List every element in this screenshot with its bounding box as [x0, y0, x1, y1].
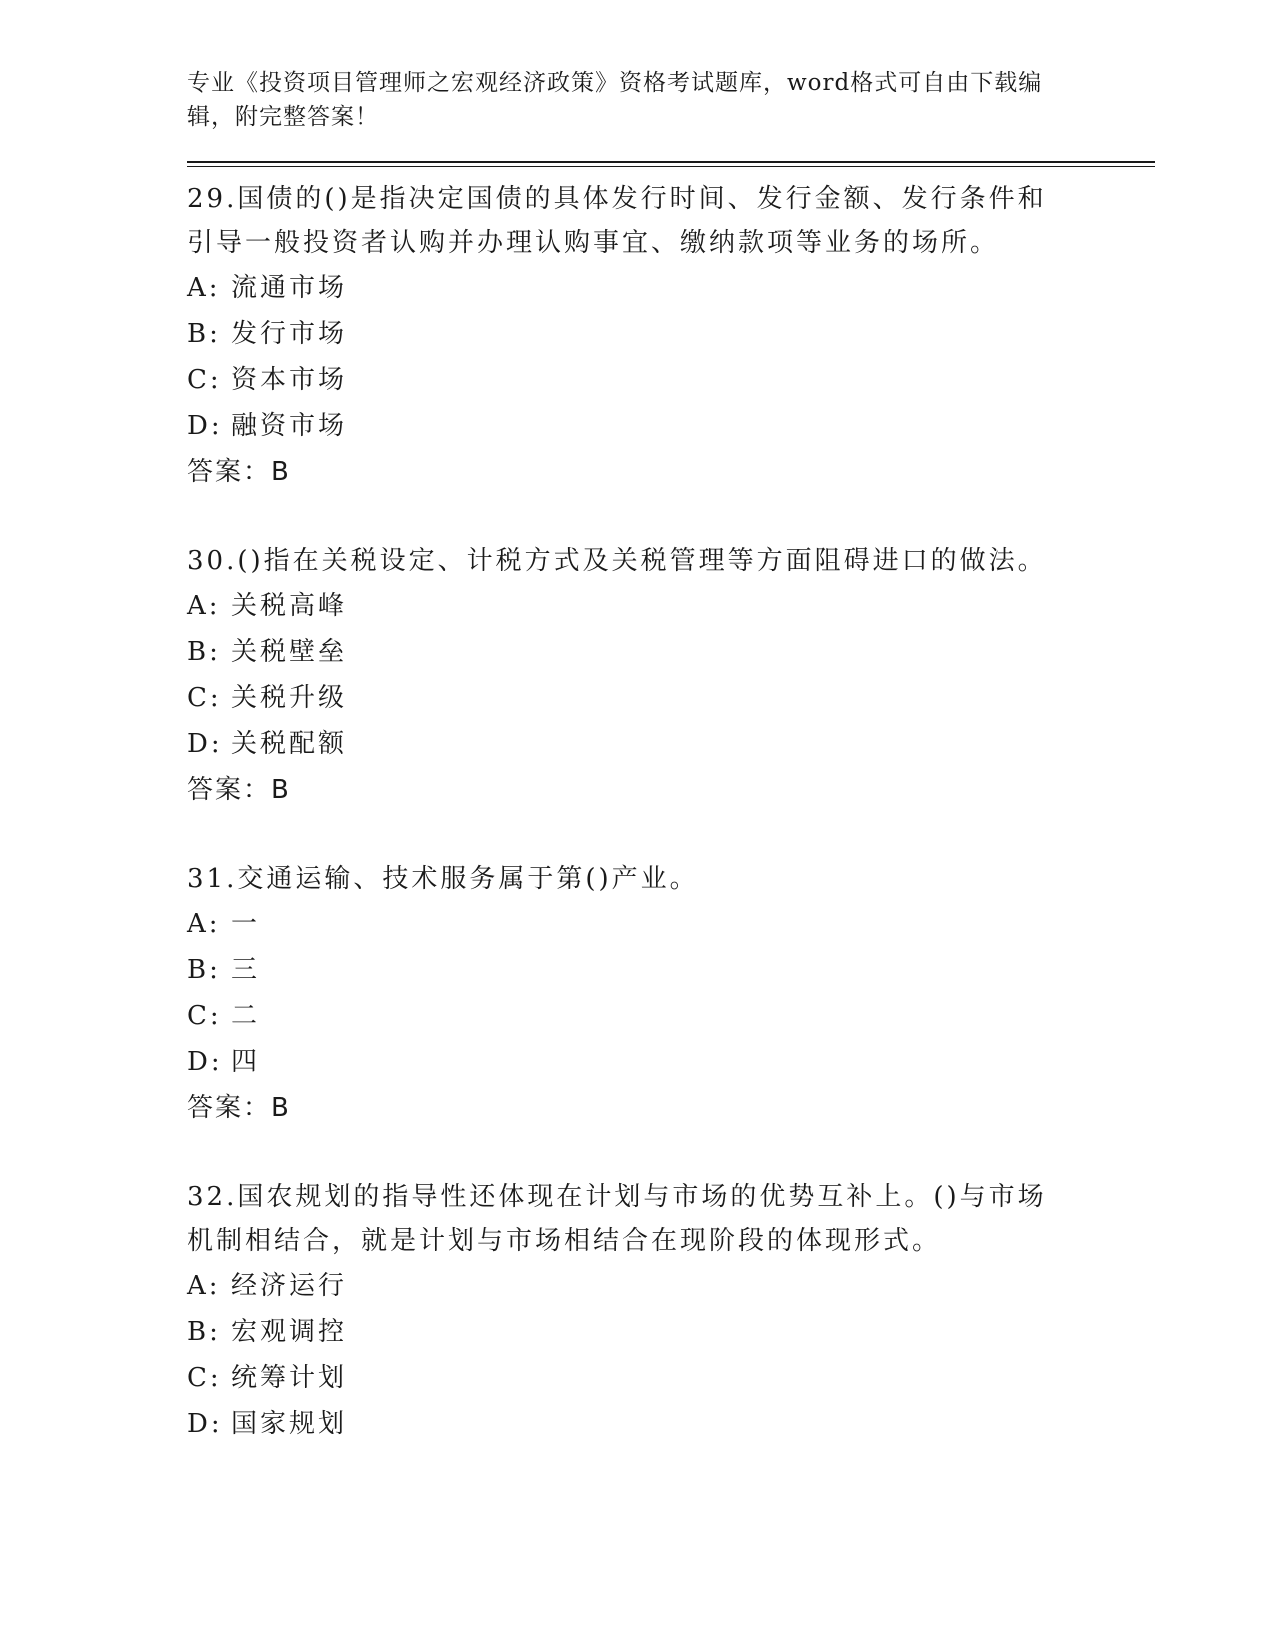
option-key: D:: [187, 411, 223, 441]
question-30: [187, 539, 1147, 813]
option-d: [187, 403, 1147, 449]
question-stem: 29.国债的()是指决定国债的具体发行时间、发行金额、发行条件和引导一般投资者认购并办理认购事宜、缴纳款项等业务的场所。: [187, 184, 1047, 258]
question-32: [187, 1175, 1147, 1447]
header-divider: [187, 161, 1155, 167]
question-stem: 30.()指在关税设定、计税方式及关税管理等方面阻碍进口的做法。: [187, 546, 1047, 576]
option-d: [187, 1039, 1147, 1085]
option-text: 二: [231, 1001, 261, 1031]
option-c: [187, 675, 1147, 721]
option-text: 关税高峰: [231, 591, 348, 621]
option-text: 三: [231, 955, 261, 985]
option-key: A:: [187, 909, 221, 939]
option-d: [187, 721, 1147, 767]
question-29: [187, 177, 1147, 495]
option-b: [187, 947, 1147, 993]
question-31: [187, 857, 1147, 1131]
option-text: 资本市场: [231, 365, 348, 395]
option-text: 关税配额: [231, 729, 348, 759]
option-c: [187, 1355, 1147, 1401]
question-stem: 31.交通运输、技术服务属于第()产业。: [187, 864, 699, 894]
option-text: 国家规划: [231, 1409, 348, 1439]
option-a: [187, 265, 1147, 311]
document-page: [187, 66, 1147, 1447]
option-key: C:: [187, 1001, 222, 1031]
option-text: 一: [231, 909, 261, 939]
option-key: A:: [187, 591, 221, 621]
option-key: B:: [187, 637, 221, 667]
option-b: [187, 629, 1147, 675]
option-key: D:: [187, 1409, 223, 1439]
option-text: 四: [231, 1047, 261, 1077]
option-key: C:: [187, 1363, 222, 1393]
option-text: 融资市场: [231, 411, 348, 441]
answer-line: 答案：B: [187, 457, 291, 487]
question-stem: 32.国农规划的指导性还体现在计划与市场的优势互补上。()与市场机制相结合，就是计划与市场相结合在现阶段的体现形式。: [187, 1182, 1047, 1256]
option-text: 经济运行: [231, 1271, 348, 1301]
option-text: 发行市场: [231, 319, 348, 349]
option-text: 流通市场: [231, 273, 348, 303]
option-key: D:: [187, 729, 223, 759]
option-b: [187, 311, 1147, 357]
option-key: A:: [187, 1271, 221, 1301]
option-key: D:: [187, 1047, 223, 1077]
option-text: 关税壁垒: [231, 637, 348, 667]
option-b: [187, 1309, 1147, 1355]
option-key: C:: [187, 683, 222, 713]
option-text: 统筹计划: [231, 1363, 348, 1393]
option-text: 宏观调控: [231, 1317, 348, 1347]
answer-line: 答案：B: [187, 1093, 291, 1123]
option-key: B:: [187, 1317, 221, 1347]
option-a: [187, 1263, 1147, 1309]
option-key: B:: [187, 955, 221, 985]
option-key: B:: [187, 319, 221, 349]
option-text: 关税升级: [231, 683, 348, 713]
option-a: [187, 583, 1147, 629]
option-d: [187, 1401, 1147, 1447]
option-c: [187, 357, 1147, 403]
option-key: A:: [187, 273, 221, 303]
option-c: [187, 993, 1147, 1039]
option-key: C:: [187, 365, 222, 395]
answer-line: 答案：B: [187, 775, 291, 805]
document-header: 专业《投资项目管理师之宏观经济政策》资格考试题库，word格式可自由下载编辑，附完整答案！: [187, 70, 1043, 130]
option-a: [187, 901, 1147, 947]
